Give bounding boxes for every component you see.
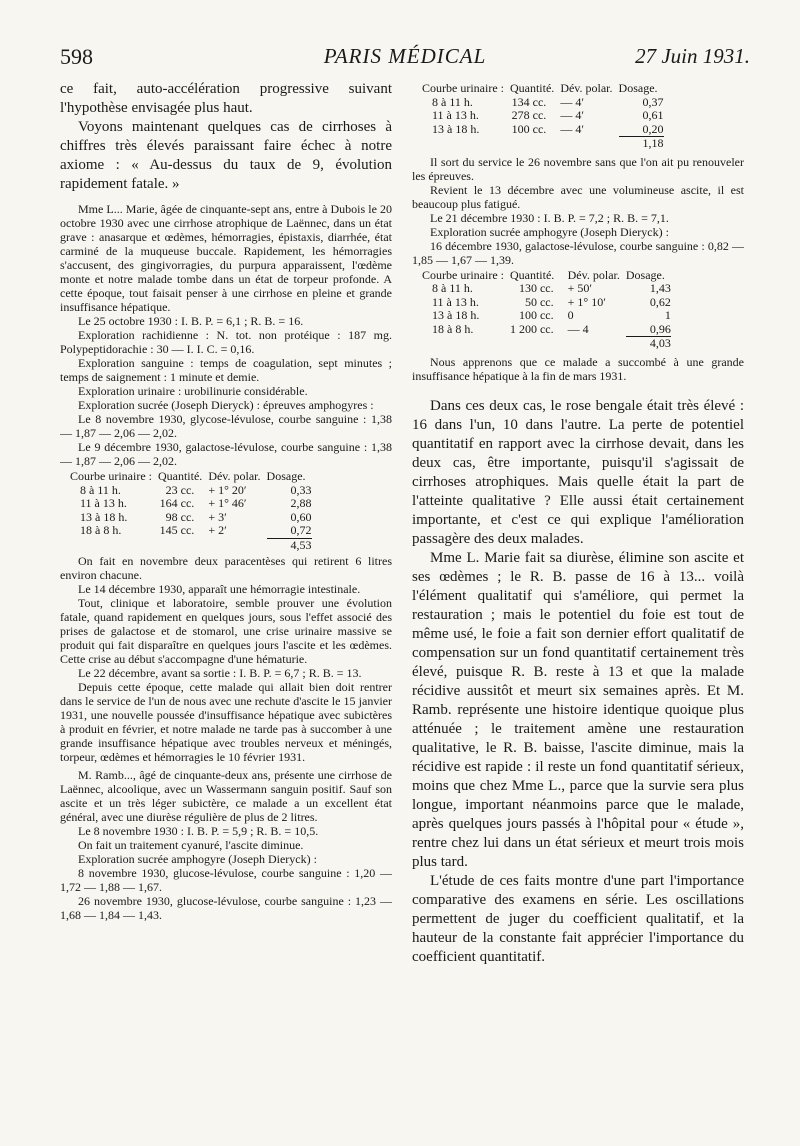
table-cell: + 50′ xyxy=(567,281,593,295)
left-column xyxy=(60,80,392,922)
case-paragraph: Mme L... Marie, âgée de cinquante-sept ans, entre à Dubois le 20 octobre 1930 avec une cirrhose atrophique de Laënnec, dans un état grave : anasarque et œdèmes, hémorragies, épistaxis, diarrhée, état carminé de la muqueuse buccale. Rapidement, les hémorragies s'accusent, des gingivorragies, du purpura apparaissent, l'œdème monte et notre malade tombe dans un état de torpeur profonde. A cette époque, tout faisait penser à une cirrhose en pleine et grande insuffisance hépatique. xyxy=(60,202,392,314)
table-cell: 0,37 xyxy=(642,94,664,109)
case-paragraph: 8 novembre 1930, glucose-lévulose, courbe sanguine : 1,20 — 1,72 — 1,88 — 1,67. xyxy=(60,866,392,894)
case-paragraph: Il sort du service le 26 novembre sans que l'on ait pu renouveler les épreuves. xyxy=(412,154,744,183)
table-cell: 18 à 8 h. xyxy=(432,321,474,336)
table-cell: 1 200 cc. xyxy=(509,321,554,336)
table-row xyxy=(70,497,312,511)
case-paragraph: 16 décembre 1930, galactose-lévulose, courbe sanguine : 0,82 — 1,85 — 1,67 — 1,39. xyxy=(412,238,744,267)
table-cell: 0,33 xyxy=(290,482,312,497)
page-number: 598 xyxy=(60,44,93,69)
issue-date: 27 Juin 1931. xyxy=(635,44,750,68)
case-paragraph: Exploration sucrée amphogyre (Joseph Dieryck) : xyxy=(78,852,317,866)
column-header: Dosage. xyxy=(625,267,665,282)
body-paragraph: L'étude de ces faits montre d'une part l'importance comparative des examens en série. Les oscillations permettent de juger du coefficient qualitatif, et la hauteur de la constante fait apprécier l'importance du coefficient quantitatif. xyxy=(412,872,744,965)
table-cell: 2,88 xyxy=(290,496,312,510)
table-cell: 0,96 xyxy=(649,321,671,336)
table-cell: + 1° 10′ xyxy=(567,294,606,309)
case-paragraph: Exploration sucrée (Joseph Dieryck) : épreuves amphogyres : xyxy=(78,398,374,412)
case-paragraph: Le 22 décembre, avant sa sortie : I. B. P. = 6,7 ; R. B. = 13. xyxy=(78,666,362,680)
table-header-row xyxy=(70,470,312,484)
table-row xyxy=(422,282,671,296)
table-header-row xyxy=(422,82,664,96)
table-total: 4,53 xyxy=(267,538,312,552)
column-header: Dév. polar. xyxy=(567,267,620,282)
case-paragraph: On fait en novembre deux paracentèses qui retirent 6 litres environ chacune. xyxy=(60,554,392,582)
column-header: Dosage. xyxy=(266,469,306,483)
case-paragraph: On fait un traitement cyanuré, l'ascite diminue. xyxy=(78,838,304,852)
body-paragraph: Mme L. Marie fait sa diurèse, élimine son ascite et ses œdèmes ; le R. B. passe de 16 à 13... voilà l'élément qualitatif qui s'améliore, qui permet la restauration ; mais le potentiel du foie est tout de même usé, le foie a fait son dernier effort qualitatif de compensation sur un fond quantitatif certainement très élevé, puisque R. B. reste à 13 et que la malade récidive aussitôt et meurt six semaines après. Et M. Ramb. représente une histoire identique quoique plus atténuée ; le traitement amène une restauration qualitative, le R. B. baisse, l'ascite diminue, mais la récidive est rapide : il reste un fond quantitatif sérieux, moins que chez Mme L., parce que la survie sera plus longue, important néanmoins parce que le malade, après quelques jours passés à l'hôpital pour « étude », rentre chez lui dans un état sérieux et meurt trois mois plus tard. xyxy=(412,549,744,870)
table-cell: 98 cc. xyxy=(165,509,195,524)
table-cell: + 3′ xyxy=(208,509,227,524)
column-header: Quantité. xyxy=(509,81,555,95)
table-cell: 0,62 xyxy=(649,294,671,309)
column-header: Courbe urinaire : xyxy=(422,267,504,282)
table-total: 1,18 xyxy=(619,137,664,151)
table-cell: 1,43 xyxy=(649,281,671,295)
table-cell: 50 cc. xyxy=(524,294,554,309)
right-column xyxy=(412,80,744,967)
case-paragraph: Le 25 octobre 1930 : I. B. P. = 6,1 ; R. B. = 16. xyxy=(78,314,304,328)
table-total-row xyxy=(422,337,671,351)
table-header-row xyxy=(422,269,671,283)
table-row xyxy=(422,123,664,137)
table-cell: 13 à 18 h. xyxy=(432,308,480,322)
table-cell: 18 à 8 h. xyxy=(80,523,122,538)
table-cell: 11 à 13 h. xyxy=(80,496,127,510)
column-header: Dosage. xyxy=(618,81,658,95)
table-total: 4,03 xyxy=(626,337,671,351)
case-paragraph: Le 14 décembre 1930, apparaît une hémorragie intestinale. xyxy=(78,582,361,596)
table-cell: 11 à 13 h. xyxy=(432,108,479,122)
case-paragraph: Exploration rachidienne : N. tot. non protéique : 187 mg. Polypeptidorachie : 30 — I. I. C. = 0,16. xyxy=(60,328,392,356)
table-cell: 145 cc. xyxy=(159,523,195,538)
table-cell: 100 cc. xyxy=(511,121,547,136)
case-paragraph: Exploration sanguine : temps de coagulation, sept minutes ; temps de saignement : 1 minute et demie. xyxy=(60,356,392,384)
table-total-row xyxy=(70,538,312,552)
table-cell: 100 cc. xyxy=(518,308,554,322)
column-header: Courbe urinaire : xyxy=(70,469,152,483)
table-cell: + 2′ xyxy=(208,523,227,538)
table-cell: 278 cc. xyxy=(511,108,547,122)
table-cell: 23 cc. xyxy=(165,482,195,497)
table-cell: — 4′ xyxy=(560,94,584,109)
case-paragraph: 26 novembre 1930, glucose-lévulose, courbe sanguine : 1,23 — 1,68 — 1,84 — 1,43. xyxy=(60,894,392,922)
table-row xyxy=(70,511,312,525)
case-paragraph: Exploration sucrée amphogyre (Joseph Dieryck) : xyxy=(430,224,669,239)
case-paragraph: Nous apprenons que ce malade a succombé à une grande insuffisance hépatique à la fin de mars 1931. xyxy=(412,354,744,383)
table-cell: 0,72 xyxy=(290,523,312,537)
urine-curve-table-3 xyxy=(422,269,671,351)
table-row xyxy=(422,323,671,337)
case-paragraph: Depuis cette époque, cette malade qui allait bien doit rentrer dans le service de l'un de nous avec une rechute d'ascite le 15 janvier 1931, une nouvelle poussée d'insuffisance hépatique avec subictères à produit en février, et notre malade ne tarde pas à succomber à une grande insuffisance hépatique avec troubles nerveux et méningés, torpeur, œdèmes et hémorragies le 10 février 1931. xyxy=(60,680,392,764)
table-row xyxy=(422,109,664,123)
table-cell: — 4′ xyxy=(560,121,584,136)
case-paragraph: Revient le 13 décembre avec une volumineuse ascite, il est beaucoup plus fatigué. xyxy=(412,182,744,211)
page-header xyxy=(60,44,750,74)
urine-curve-table-2 xyxy=(422,82,664,151)
case-paragraph: Le 9 décembre 1930, galactose-lévulose, courbe sanguine : 1,38 — 1,87 — 2,06 — 2,02. xyxy=(60,440,392,468)
table-cell: 13 à 18 h. xyxy=(432,121,480,136)
table-cell: 164 cc. xyxy=(159,496,195,510)
intro-paragraph: ce fait, auto-accélération progressive suivant l'hypothèse envisagée plus haut. xyxy=(60,81,392,116)
table-cell: 8 à 11 h. xyxy=(432,281,473,295)
table-cell: 0,60 xyxy=(290,509,312,524)
intro-paragraph: Voyons maintenant quelques cas de cirrhoses à chiffres très élevés paraissant faire échec à notre axiome : « Au-dessus du taux de 9, évolution rapidement fatale. » xyxy=(60,119,392,192)
case-paragraph: Exploration urinaire : urobilinurie considérable. xyxy=(78,384,308,398)
journal-title: PARIS MÉDICAL xyxy=(323,44,487,68)
table-cell: 0,20 xyxy=(642,121,664,136)
table-cell: + 1° 46′ xyxy=(208,496,247,510)
column-header: Quantité. xyxy=(509,267,555,282)
table-total-row xyxy=(422,137,664,151)
column-header: Courbe urinaire : xyxy=(422,81,504,95)
table-row xyxy=(70,484,312,498)
table-row xyxy=(70,524,312,538)
table-cell: — 4 xyxy=(567,321,589,336)
table-cell: 130 cc. xyxy=(518,281,554,295)
case-paragraph: Tout, clinique et laboratoire, semble prouver une évolution fatale, quand rapidement en quelques jours, sous l'effet associé des prises de galactose et de stomarol, une crise urinaire massive se produit qui fait disparaître en quelques jours l'ascite et les œdèmes. Cette crise au début s'accompagne d'une hématurie. xyxy=(60,596,392,666)
table-row xyxy=(422,296,671,310)
table-row xyxy=(422,309,671,323)
table-cell: 0,61 xyxy=(642,108,664,122)
urine-curve-table-1 xyxy=(70,470,312,552)
table-row xyxy=(422,96,664,110)
case-paragraph: Le 8 novembre 1930 : I. B. P. = 5,9 ; R. B. = 10,5. xyxy=(78,824,319,838)
table-cell: 0 xyxy=(567,308,574,322)
case-paragraph: Le 21 décembre 1930 : I. B. P. = 7,2 ; R. B. = 7,1. xyxy=(430,210,669,225)
case-paragraph: Le 8 novembre 1930, glycose-lévulose, courbe sanguine : 1,38 — 1,87 — 2,06 — 2,02. xyxy=(60,412,392,440)
table-cell: 134 cc. xyxy=(511,94,547,109)
table-cell: 1 xyxy=(664,308,671,322)
table-cell: 8 à 11 h. xyxy=(80,482,121,497)
table-cell: 8 à 11 h. xyxy=(432,94,473,109)
body-paragraph: Dans ces deux cas, le rose bengale était très élevé : 16 dans l'un, 10 dans l'autre. La perte de potentiel quantitatif en rapport avec la cirrhose devait, dans les deux cas, être importante, puisqu'il s'agissait de cirrhoses atrophiques. Mais quelle était la part de l'atteinte qualitative ? Elle aussi était certainement importante, et c'est ce qui explique l'amélioration passagère des deux malades. xyxy=(412,397,744,547)
column-header: Dév. polar. xyxy=(560,81,613,95)
table-cell: + 1° 20′ xyxy=(208,482,247,497)
case-paragraph: M. Ramb..., âgé de cinquante-deux ans, présente une cirrhose de Laënnec, alcoolique, avec un Wassermann sanguin positif. Sauf son ascite et un très léger subictère, ce malade a un excellent état général, avec une diurèse régulière de plus de 2 litres. xyxy=(60,768,392,824)
column-header: Quantité. xyxy=(157,469,203,483)
table-cell: — 4′ xyxy=(560,108,584,122)
column-header: Dév. polar. xyxy=(208,469,261,483)
table-cell: 11 à 13 h. xyxy=(432,294,479,309)
table-cell: 13 à 18 h. xyxy=(80,509,128,524)
